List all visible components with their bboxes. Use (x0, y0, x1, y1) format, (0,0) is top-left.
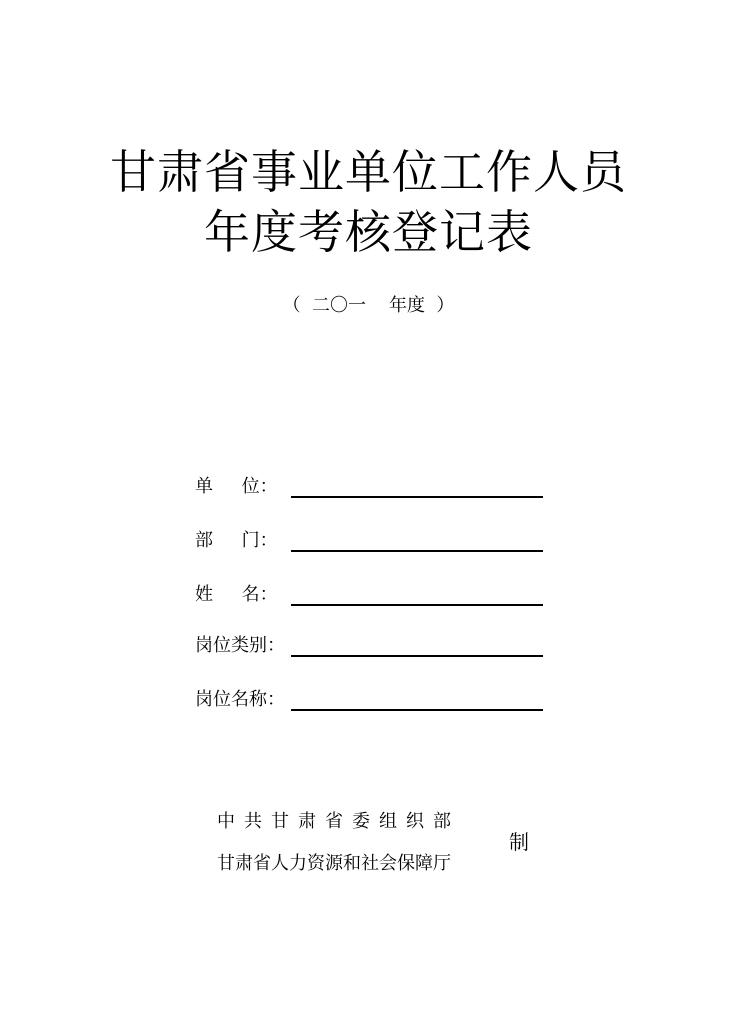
field-department (195, 529, 545, 555)
document-title-line-2: 年度考核登记表 (204, 205, 533, 259)
field-name (195, 583, 545, 609)
field-post-name-label: 岗位名称： (195, 689, 285, 710)
field-unit-label: 单 位： (195, 476, 278, 497)
field-post-category (195, 634, 545, 660)
field-name-label: 姓 名： (195, 584, 278, 605)
field-post-category-label: 岗位类别： (195, 635, 285, 656)
year-line: （ 二〇一 年度 ） (282, 295, 455, 316)
field-department-label: 部 门： (195, 530, 278, 551)
field-name-blank (291, 604, 543, 606)
field-unit (195, 475, 545, 501)
field-department-blank (291, 550, 543, 552)
issuer-human-resources-department: 甘肃省人力资源和社会保障厅 (217, 853, 451, 874)
field-post-name-blank (291, 709, 543, 711)
issuer-organization-department: 中共甘肃省委组织部 (217, 811, 460, 832)
issuer-suffix: 制 (509, 830, 529, 854)
field-unit-blank (291, 496, 543, 498)
field-post-name (195, 688, 545, 714)
document-title-line-1: 甘肃省事业单位工作人员 (110, 145, 627, 199)
field-post-category-blank (291, 655, 543, 657)
